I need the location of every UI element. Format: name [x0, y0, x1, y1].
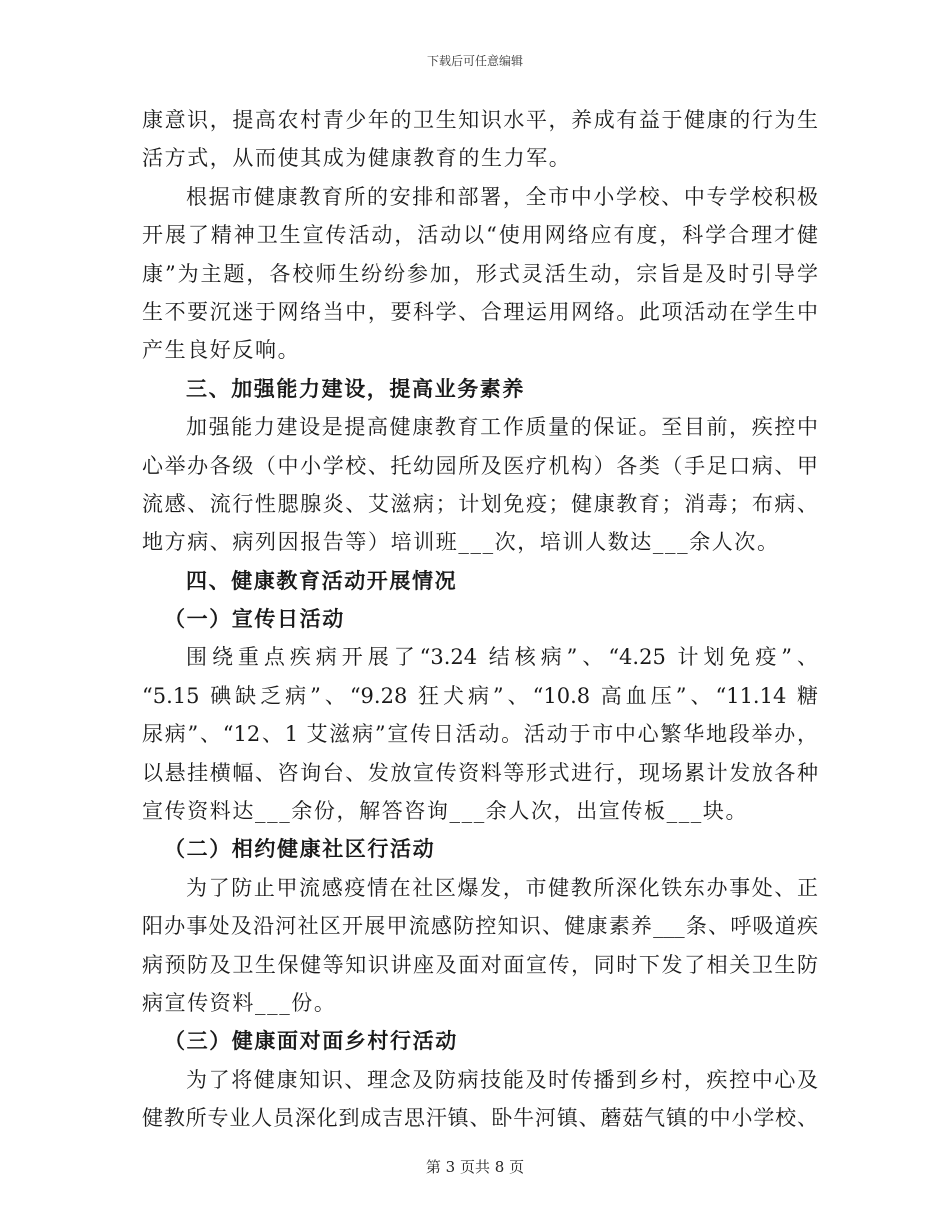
paragraph-line: 产生良好反响。	[142, 338, 301, 363]
paragraph-line: 病预防及卫生保健等知识讲座及面对面宣传，同时下发了相关卫生防	[142, 952, 818, 977]
paragraph-line: 围绕重点疾病开展了“3.24 结核病”、“4.25 计划免疫”、	[186, 645, 818, 670]
paragraph-line: 生不要沉迷于网络当中，要科学、合理运用网络。此项活动在学生中	[142, 299, 818, 324]
subsection-heading: （一）宣传日活动	[164, 607, 345, 632]
page-header: 下载后可任意编辑	[426, 54, 523, 68]
paragraph-line: 康意识，提高农村青少年的卫生知识水平，养成有益于健康的行为生	[142, 108, 818, 132]
paragraph-line: 流感、流行性腮腺炎、艾滋病；计划免疫；健康教育；消毒；布病、	[142, 491, 818, 516]
subsection-heading: （三）健康面对面乡村行活动	[164, 1029, 458, 1054]
paragraph-line: 地方病、病列因报告等）培训班___次，培训人数达___余人次。	[142, 530, 780, 555]
paragraph-line: 宣传资料达___余份，解答咨询___余人次，出宣传板___块。	[142, 799, 749, 824]
paragraph-line: 活方式，从而使其成为健康教育的生力军。	[142, 146, 572, 171]
paragraph-line: “5.15 碘缺乏病”、“9.28 狂犬病”、“10.8 高血压”、“11.14 糖	[142, 683, 818, 708]
paragraph-line: 病宣传资料___份。	[142, 990, 337, 1015]
paragraph-line: 根据市健康教育所的安排和部署，全市中小学校、中专学校积极	[186, 184, 818, 209]
paragraph-line: 尿病”、“12、1 艾滋病”宣传日活动。活动于市中心繁华地段举办，	[142, 722, 818, 747]
document-body	[142, 101, 818, 1138]
paragraph-line: 健教所专业人员深化到成吉思汗镇、卧牛河镇、蘑菇气镇的中小学校、	[142, 1106, 818, 1131]
paragraph-line: 心举办各级（中小学校、托幼园所及医疗机构）各类（手足口病、甲	[142, 453, 818, 478]
paragraph-line: 开展了精神卫生宣传活动，活动以“使用网络应有度，科学合理才健	[142, 223, 818, 248]
paragraph-line: 为了防止甲流感疫情在社区爆发，市健教所深化铁东办事处、正	[186, 875, 818, 900]
paragraph-line: 加强能力建设是提高健康教育工作质量的保证。至目前，疾控中	[186, 415, 818, 440]
subsection-heading: （二）相约健康社区行活动	[164, 837, 436, 862]
page-footer: 第 3 页共 8 页	[425, 1158, 525, 1176]
paragraph-line: 康”为主题，各校师生纷纷参加，形式灵活生动，宗旨是及时引导学	[142, 261, 818, 286]
paragraph-line: 为了将健康知识、理念及防病技能及时传播到乡村，疾控中心及	[186, 1067, 818, 1092]
section-heading: 三、加强能力建设，提高业务素养	[186, 376, 525, 401]
paragraph-line: 以悬挂横幅、咨询台、发放宣传资料等形式进行，现场累计发放各种	[142, 760, 818, 785]
section-heading: 四、健康教育活动开展情况	[186, 568, 458, 593]
paragraph-line: 阳办事处及沿河社区开展甲流感防控知识、健康素养___条、呼吸道疾	[142, 914, 818, 939]
